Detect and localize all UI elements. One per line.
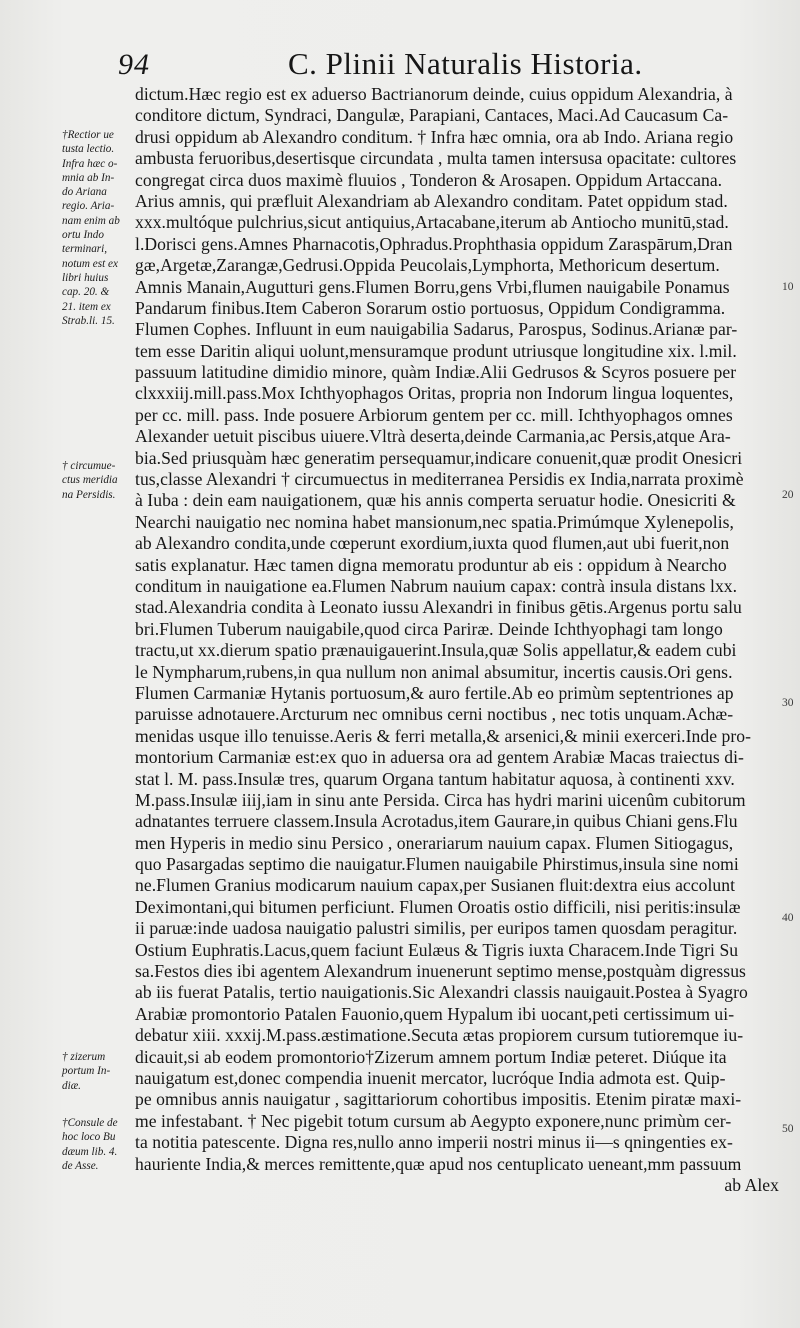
- text-line: me infestabant. † Nec pigebit totum cursum ab Aegypto exponere,nunc primùm cer-: [135, 1110, 732, 1131]
- text-line: nauigatum est,donec compendia inuenit mercator, lucróque India admota est. Quip-: [135, 1067, 726, 1088]
- text-line: ab Alexandro condita,unde cœperunt exordium,iuxta quod flumen,aut ubi fuerit,non: [135, 533, 730, 554]
- text-line: quo Pasargadas septimo die nauigatur.Flumen nauigabile Phirstimus,insula sine nomi: [135, 854, 739, 875]
- text-line: Flumen Carmaniæ Hytanis portuosum,& auro fertile.Ab eo primùm septentriones ap: [135, 682, 734, 703]
- text-line: paruisse adnotauere.Arcturum nec omnibus cerni noctibus , nec totis unquam.Achæ-: [135, 704, 734, 725]
- text-line: stad.Alexandria condita à Leonato iussu Alexandri in finibus gētis.Argenus portu salu: [135, 597, 742, 618]
- text-line: xxx.multóque pulchrius,sicut antiquius,Artacabane,iterum ab Antiocho munitū,stad.: [135, 212, 729, 233]
- text-line: clxxxiij.mill.pass.Mox Ichthyophagos Oritas, propria non Indorum lingua loquentes,: [135, 383, 734, 404]
- running-head: C. Plinii Naturalis Historia.: [288, 46, 643, 81]
- page-number: 94: [118, 48, 150, 81]
- line-number: 30: [782, 697, 794, 709]
- marginal-note: †Rectior ue tusta lectio. Infra hæc o- mnia ab In- do Ariana regio. Aria- nam enim ab ortu Indo terminari, notum est ex libri huius cap. 20. & 21. item ex Strab.li. 15.: [62, 129, 120, 327]
- text-line: Arabiæ promontorio Patalen Fauonio,quem Hypalum ibi uocant,peti certissimum ui-: [135, 1003, 735, 1024]
- text-line: à Iuba : dein eam nauigationem, quæ his annis comperta seruatur hodie. Onesicriti &: [135, 490, 736, 511]
- text-line: ta notitia patescente. Digna res,nullo anno imperii nostri minus ii—s qningenties ex-: [135, 1132, 733, 1153]
- line-number: 10: [782, 281, 794, 293]
- text-line: Pandarum finibus.Item Caberon Sorarum ostio portuosus, Oppidum Condigramma.: [135, 297, 726, 318]
- marginal-note: †Consule de hoc loco Bu dæum lib. 4. de Asse.: [62, 1117, 118, 1172]
- text-line: dictum.Hæc regio est ex aduerso Bactrianorum deinde, cuius oppidum Alexandria, à: [135, 84, 733, 104]
- text-line: ab Alex: [724, 1174, 779, 1195]
- text-line: adnatantes terruere classem.Insula Acrotadus,item Gaurare,in quibus Chiani gens.Flu: [135, 811, 738, 832]
- text-line: bia.Sed priusquàm hæc generatim persequamur,indicare conuenit,quæ prodit Onesicri: [135, 447, 743, 468]
- text-line: satis explanatur. Hæc tamen digna memoratu produntur ab eis : oppidum à Nearcho: [135, 554, 727, 575]
- text-line: Alexander uetuit piscibus uiuere.Vltrà deserta,deinde Carmania,ac Persis,atque Ara-: [135, 426, 731, 447]
- text-line: ab iis fuerat Patalis, tertio nauigationis.Sic Alexandri classis nauigauit.Postea à Syagro: [135, 982, 748, 1003]
- text-line: tus,classe Alexandri † circumuectus in mediterranea Persidis ex India,narrata proximè: [135, 469, 744, 490]
- text-line: debatur xiii. xxxij.M.pass.æstimatione.Secuta ætas propiorem cursum tutioremque iu-: [135, 1025, 744, 1046]
- text-line: ambusta feruoribus,desertisque circundata , multa tamen intersusa opacitate: cultores: [135, 148, 737, 169]
- line-number: 40: [782, 912, 794, 924]
- text-line: Ostium Euphratis.Lacus,quem faciunt Eulæus & Tigris iuxta Characem.Inde Tigri Su: [135, 939, 739, 960]
- text-line: dicauit,si ab eodem promontorio†Zizerum amnem portum Indiæ peteret. Diúque ita: [135, 1046, 727, 1067]
- text-line: ii paruæ:inde uadosa nauigatio palustri similis, per euripos tamen quosdam peragitur.: [135, 918, 738, 939]
- text-line: Deximontani,qui bitumen perficiunt. Flumen Oroatis ostio difficili, nisi peritis:insulæ: [135, 896, 741, 917]
- text-line: Nearchi nauigatio nec nomina habet mansionum,nec spatia.Primúmque Xylenepolis,: [135, 511, 734, 532]
- text-line: le Nympharum,rubens,in qua nullum non animal absumitur, incertis causis.Ori gens.: [135, 661, 733, 682]
- text-line: drusi oppidum ab Alexandro conditum. † Infra hæc omnia, ora ab Indo. Ariana regio: [135, 126, 734, 147]
- main-text-column: [135, 84, 787, 1196]
- text-line: bri.Flumen Tuberum nauigabile,quod circa Pariræ. Deinde Ichthyophagi tam longo: [135, 618, 723, 639]
- text-line: ne.Flumen Granius modicarum nauium capax,per Susianen fluit:dextra eius accolunt: [135, 875, 736, 896]
- text-line: congregat circa duos maximè fluuios , Tonderon & Arosapen. Oppidum Artaccana.: [135, 169, 723, 190]
- text-line: sa.Festos dies ibi agentem Alexandrum inuenerunt septimo mense,postquàm digressus: [135, 961, 746, 982]
- page-header: [0, 44, 800, 84]
- text-line: conditum in nauigatione ea.Flumen Nabrum nauium capax: contrà insula distans lxx.: [135, 575, 738, 596]
- text-line: Arius amnis, qui præfluit Alexandriam ab Alexandro conditam. Patet oppidum stad.: [135, 190, 728, 211]
- text-line: passuum latitudine dimidio minore, quàm Indiæ.Alii Gedrusos & Scyros posuere per: [135, 362, 737, 383]
- text-line: M.pass.Insulæ iiij,iam in sinu ante Persida. Circa has hydri marini uicenûm cubitorum: [135, 789, 746, 810]
- text-line: conditore dictum, Syndraci, Dangulæ, Parapiani, Cantaces, Maci.Ad Caucasum Ca-: [135, 105, 729, 126]
- text-line: montorium Carmaniæ est:ex quo in aduersa ora ad gentem Arabiæ Macas traiectus di-: [135, 747, 744, 768]
- line-number: 20: [782, 489, 794, 501]
- marginal-note: † circumue- ctus meridia na Persidis.: [62, 460, 118, 501]
- text-line: tractu,ut xx.dierum spatio prænauigauerint.Insula,quæ Solis appellatur,& eadem cubi: [135, 640, 737, 661]
- text-line: tem esse Daritin aliqui uolunt,mensuramque produnt utriusque longitudine xix. l.mil.: [135, 340, 737, 361]
- text-line: l.Dorisci gens.Amnes Pharnacotis,Ophradus.Prophthasia oppidum Zaraspārum,Dran: [135, 233, 733, 254]
- line-number: 50: [782, 1123, 794, 1135]
- text-line: per cc. mill. pass. Inde posuere Arbiorum gentem per cc. mill. Ichthyophagos omnes: [135, 404, 733, 425]
- text-line: stat l. M. pass.Insulæ tres, quarum Organa tantum habitatur aquosa, à continenti xxv.: [135, 768, 735, 789]
- text-line: gæ,Argetæ,Zarangæ,Gedrusi.Oppida Peucolais,Lymphorta, Methoricum desertum.: [135, 255, 720, 276]
- text-line: hauriente India,& merces remittente,quæ apud nos centuplicato ueneant,mm passuum: [135, 1153, 742, 1174]
- text-line: pe omnibus annis nauigatur , sagittariorum cohortibus impositis. Etenim piratæ maxi-: [135, 1089, 742, 1110]
- text-line: Amnis Manain,Augutturi gens.Flumen Borru,gens Vrbi,flumen nauigabile Ponamus: [135, 276, 730, 297]
- text-line: men Hyperis in medio sinu Persico , onerariarum nauium capax. Flumen Sitiogagus,: [135, 832, 734, 853]
- text-line: menidas usque illo tenuisse.Aeris & ferri metalla,& arsenici,& minii exerceri.Inde pro-: [135, 725, 752, 746]
- marginal-note: † zizerum portum In- diæ.: [62, 1051, 111, 1092]
- text-line: Flumen Cophes. Influunt in eum nauigabilia Sadarus, Parospus, Sodinus.Arianæ par-: [135, 319, 738, 340]
